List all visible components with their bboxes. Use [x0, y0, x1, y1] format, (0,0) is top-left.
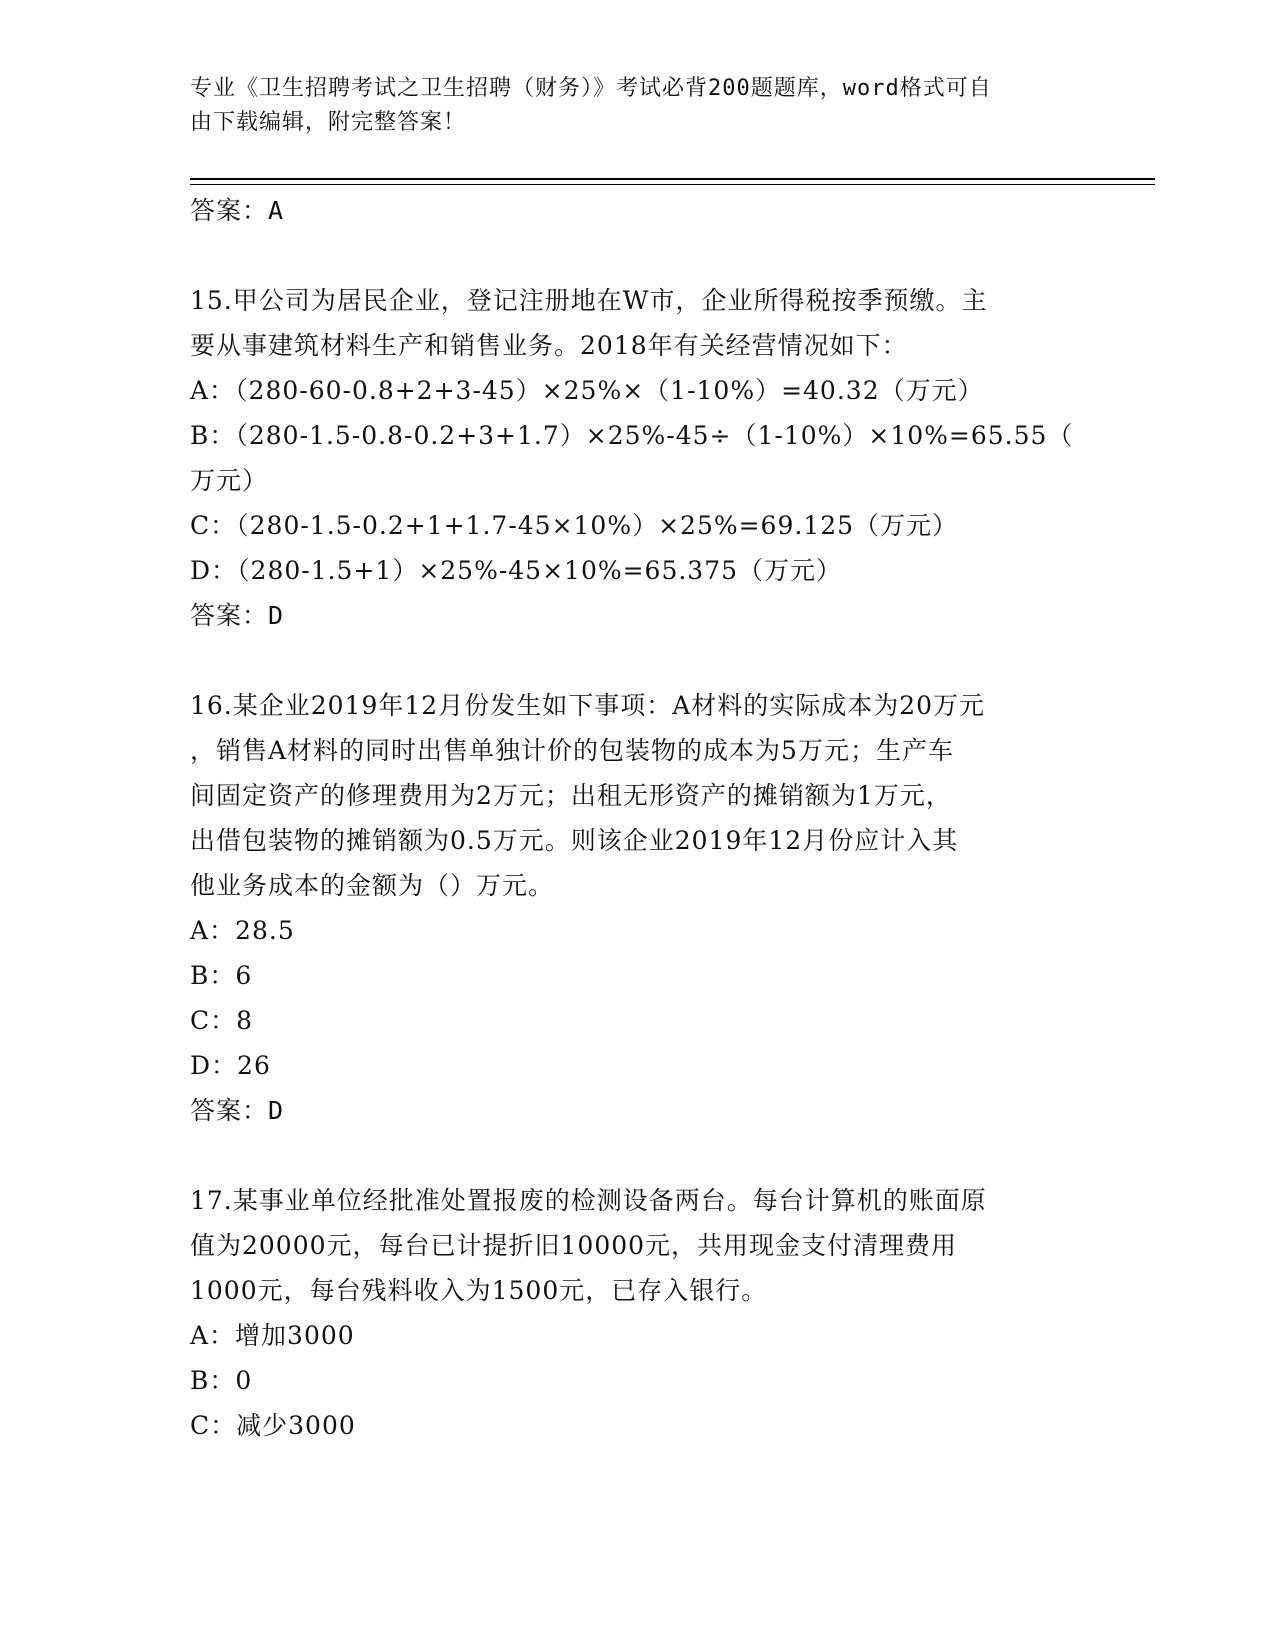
- question-text-line: 1000元，每台残料收入为1500元，已存入银行。: [190, 1276, 768, 1305]
- option-a: A：增加3000: [190, 1321, 355, 1350]
- answer-line: 答案：D: [190, 601, 285, 630]
- option-a: A：（280-60-0.8+2+3-45）×25%×（1-10%）=40.32（万元）: [190, 376, 984, 405]
- header-divider-thin: [190, 184, 1155, 185]
- question-text-line: 17.某事业单位经批准处置报废的检测设备两台。每台计算机的账面原: [190, 1186, 987, 1215]
- option-a: A：28.5: [190, 916, 295, 945]
- option-b: B：6: [190, 961, 253, 990]
- question-16: [190, 683, 1090, 1133]
- previous-answer: 答案：A: [190, 196, 285, 225]
- question-text-line: 要从事建筑材料生产和销售业务。2018年有关经营情况如下：: [190, 331, 908, 360]
- option-c: C：（280-1.5-0.2+1+1.7-45×10%）×25%=69.125（万元）: [190, 511, 959, 540]
- header-divider: [190, 178, 1155, 180]
- question-text-line: ，销售A材料的同时出售单独计价的包装物的成本为5万元；生产车: [190, 736, 954, 765]
- document-body: [190, 188, 1090, 1448]
- answer-line: 答案：D: [190, 1096, 285, 1125]
- option-b: B：（280-1.5-0.8-0.2+3+1.7）×25%-45÷（1-10%）×10%=65.55（: [190, 421, 1074, 450]
- question-text-line: 出借包装物的摊销额为0.5万元。则该企业2019年12月份应计入其: [190, 826, 959, 855]
- header-line-2: 由下载编辑，附完整答案！: [190, 110, 467, 135]
- option-c: C：8: [190, 1006, 254, 1035]
- option-d: D：26: [190, 1051, 271, 1080]
- question-17: [190, 1178, 1090, 1448]
- option-b-cont: 万元）: [190, 466, 269, 495]
- question-text-line: 16.某企业2019年12月份发生如下事项：A材料的实际成本为20万元: [190, 691, 986, 720]
- option-c: C：减少3000: [190, 1411, 356, 1440]
- header-line-1: 专业《卫生招聘考试之卫生招聘（财务）》考试必背200题题库，word格式可自: [190, 76, 992, 101]
- document-header: [190, 72, 1090, 140]
- question-text-line: 他业务成本的金额为（）万元。: [190, 871, 555, 900]
- question-text-line: 15.甲公司为居民企业，登记注册地在W市，企业所得税按季预缴。主: [190, 286, 988, 315]
- question-text-line: 值为20000元，每台已计提折旧10000元，共用现金支付清理费用: [190, 1231, 958, 1260]
- question-15: [190, 278, 1090, 638]
- option-d: D：（280-1.5+1）×25%-45×10%=65.375（万元）: [190, 556, 843, 585]
- question-text-line: 间固定资产的修理费用为2万元；出租无形资产的摊销额为1万元，: [190, 781, 952, 810]
- option-b: B：0: [190, 1366, 253, 1395]
